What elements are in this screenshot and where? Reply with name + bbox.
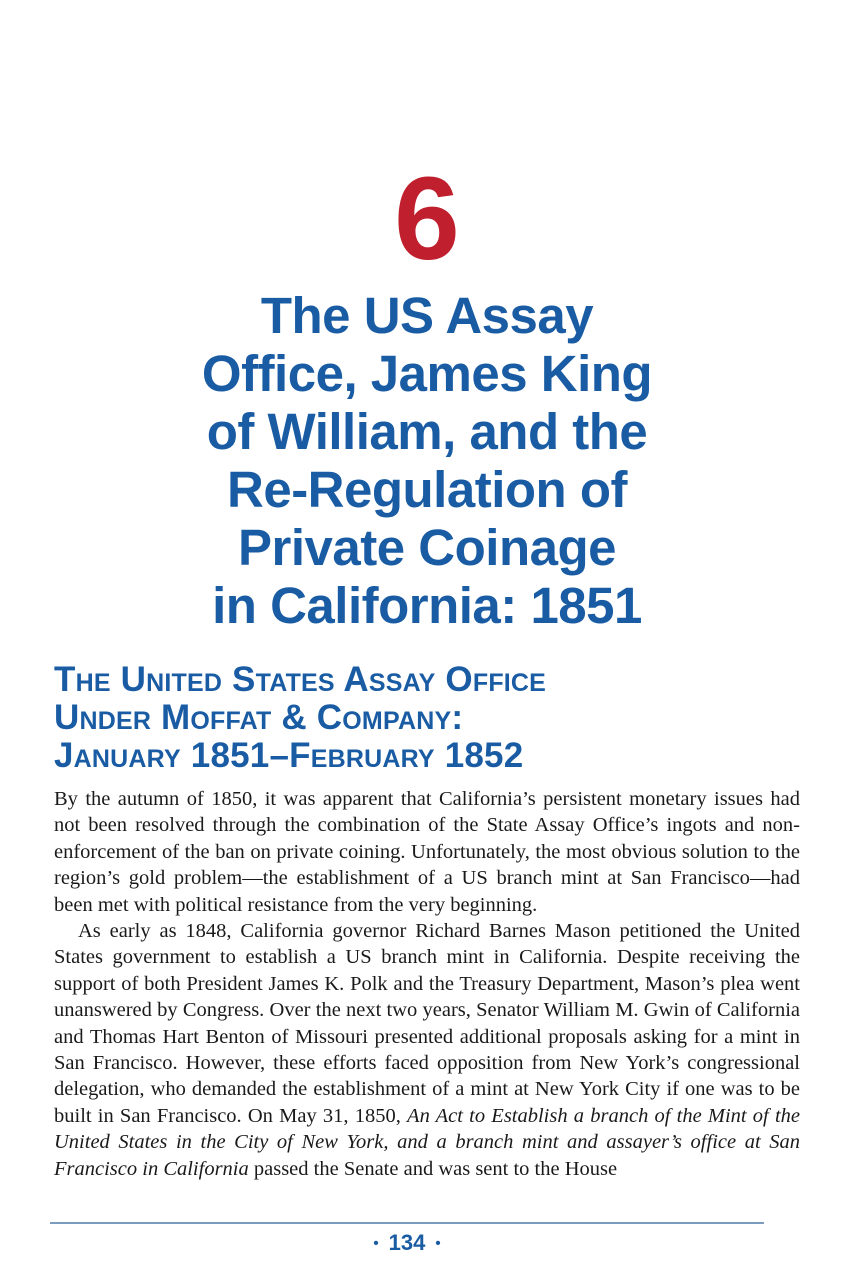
page-content (0, 153, 853, 1182)
bullet-icon: • (435, 1235, 441, 1252)
chapter-title-line: Re-Regulation of (227, 461, 627, 518)
body-paragraph: By the autumn of 1850, it was apparent that California’s persistent monetary issues had not been resolved through the combination of the State Assay Office’s ingots and non-enforcement of the ban on private coining. Unfortunately, the most obvious solution to the region’s gold problem—the establishment of a US branch mint at San Francisco—had been met with political resistance from the very beginning. (54, 788, 800, 916)
act-title-italic: An Act to Establish a branch of the Mint of the United States in the City of New York, and a branch mint and assayer’s office at San Francisco in California (54, 1104, 800, 1180)
paragraph-text: passed the Senate and was sent to the House (248, 1157, 618, 1180)
chapter-title-line: Private Coinage (238, 519, 616, 576)
chapter-title (54, 287, 800, 635)
section-heading-line: Under Moffat & Company: (54, 698, 464, 737)
page-footer (50, 1222, 764, 1256)
paragraph-text: As early as 1848, California governor Richard Barnes Mason petitioned the United States government to establish a US branch mint in California. Despite receiving the support of both President James K. Polk and the Treasury Department, Mason’s plea went unanswered by Congress. Over the next two years, Senator William M. Gwin of California and Thomas Hart Benton of Missouri presented additional proposals asking for a mint in San Francisco. However, these efforts faced opposition from New York’s congressional delegation, who demanded the establishment of a mint at New York City if one was to be built in San Francisco. On May 31, 1850, (54, 920, 800, 1127)
page-number (50, 1230, 764, 1256)
chapter-title-line: The US Assay (260, 287, 594, 344)
page-number-value: 134 (388, 1230, 426, 1255)
chapter-title-line: in California: 1851 (212, 577, 642, 634)
chapter-title-line: of William, and the (206, 403, 648, 460)
body-text (54, 786, 800, 1182)
section-heading (54, 661, 800, 775)
body-paragraph (54, 918, 800, 1182)
section-heading-line: The United States Assay Office (54, 660, 547, 699)
section-heading-line: January 1851–February 1852 (54, 736, 524, 775)
bullet-icon: • (373, 1235, 379, 1252)
chapter-title-line: Office, James King (201, 345, 653, 402)
footer-rule (50, 1222, 764, 1224)
chapter-number: 6 (394, 153, 460, 285)
